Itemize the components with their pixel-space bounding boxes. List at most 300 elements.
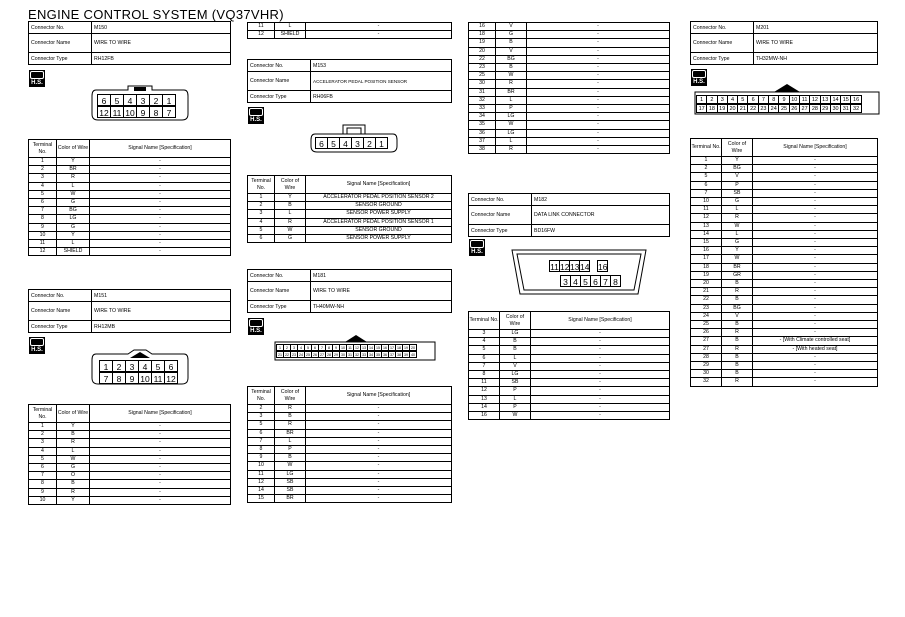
pin-label: 11 <box>151 372 165 384</box>
terminal-no-cell: 33 <box>469 105 496 113</box>
table-row <box>469 354 670 362</box>
pin-label: 34 <box>369 353 373 357</box>
m151-connector-name: WIRE TO WIRE <box>92 302 231 321</box>
signal-name-cell: - <box>527 105 670 113</box>
signal-name-cell: - <box>306 487 452 495</box>
terminal-no-cell: 5 <box>248 226 275 234</box>
wire-color-cell: R <box>496 146 527 154</box>
wire-color-cell: W <box>500 412 531 420</box>
wire-color-cell: LG <box>57 215 90 223</box>
table-row <box>248 487 452 495</box>
signal-name-cell: - <box>306 31 452 39</box>
m181-connector-name: WIRE TO WIRE <box>311 282 452 301</box>
signal-name-cell: - <box>753 312 878 320</box>
m150-pins-top <box>98 94 176 106</box>
table-row <box>691 370 878 378</box>
wire-color-cell: BR <box>722 263 753 271</box>
m201-connector-name: WIRE TO WIRE <box>754 34 878 53</box>
hs-icon: H.S. <box>29 70 45 87</box>
wire-color-cell: V <box>496 47 527 55</box>
pin-label: 14 <box>580 262 590 272</box>
terminal-no-cell: 19 <box>691 271 722 279</box>
pin-label: 20 <box>411 346 415 350</box>
pin-label: 32 <box>850 104 861 113</box>
wire-color-cell: R <box>496 80 527 88</box>
signal-name-cell: - <box>90 182 231 190</box>
table-row <box>691 189 878 197</box>
table-row <box>691 280 878 288</box>
wire-color-cell: L <box>500 354 531 362</box>
pin-label: 9 <box>125 372 139 384</box>
terminal-no-cell: 1 <box>29 423 57 431</box>
table-row <box>469 31 670 39</box>
wire-color-cell: W <box>57 190 90 198</box>
pin-label: 26 <box>789 104 800 113</box>
pin-label: 6 <box>97 94 111 106</box>
table-row <box>469 55 670 63</box>
table-row <box>469 113 670 121</box>
table-row <box>29 231 231 239</box>
signal-name-cell: - <box>753 247 878 255</box>
signal-name-cell: - <box>527 96 670 104</box>
pin-label: 10 <box>123 106 137 118</box>
signal-name-cell: - <box>527 121 670 129</box>
terminal-no-cell: 27 <box>691 337 722 345</box>
signal-name-cell: - <box>90 496 231 504</box>
pin-label: 19 <box>717 104 728 113</box>
wire-color-cell: R <box>275 405 306 413</box>
table-row <box>469 80 670 88</box>
wire-color-cell: BR <box>275 495 306 503</box>
signal-name-cell: - <box>527 146 670 154</box>
signal-name-cell: - <box>306 470 452 478</box>
pin-label: 10 <box>138 372 152 384</box>
table-row <box>469 72 670 80</box>
terminal-no-cell: 6 <box>29 464 57 472</box>
pin-label: 9 <box>332 344 340 351</box>
pin-label: 7 <box>99 372 113 384</box>
signal-name-cell: - <box>527 23 670 31</box>
wire-color-cell: V <box>500 362 531 370</box>
terminal-no-cell: 2 <box>29 166 57 174</box>
wire-color-cell: B <box>500 346 531 354</box>
m182-connector-diagram <box>510 248 648 296</box>
terminal-no-cell: 18 <box>469 31 496 39</box>
signal-name-cell: - <box>90 199 231 207</box>
table-row <box>691 222 878 230</box>
terminal-no-cell: 19 <box>469 39 496 47</box>
pin-label: 8 <box>610 275 621 287</box>
terminal-no-cell: 25 <box>469 72 496 80</box>
wire-color-cell: W <box>722 222 753 230</box>
wire-color-cell: Y <box>722 247 753 255</box>
signal-name-cell: - <box>753 370 878 378</box>
terminal-no-cell: 11 <box>691 206 722 214</box>
table-row <box>29 207 231 215</box>
signal-name-cell: - <box>753 280 878 288</box>
pin-label: 12 <box>809 95 820 104</box>
signal-name-cell: - <box>527 64 670 72</box>
hs-icon: H.S. <box>248 107 264 124</box>
pin-label: 8 <box>768 95 779 104</box>
pin-label: 6 <box>590 275 601 287</box>
pin-label: 23 <box>292 353 296 357</box>
pin-label: 12 <box>97 106 111 118</box>
table-row <box>29 248 231 256</box>
table-row <box>691 198 878 206</box>
signal-name-cell: - <box>753 173 878 181</box>
pin-label: 3 <box>560 275 571 287</box>
wire-color-cell: G <box>722 198 753 206</box>
signal-name-cell: - <box>753 271 878 279</box>
wire-color-cell: Y <box>57 496 90 504</box>
table-row <box>248 235 452 243</box>
signal-name-cell: - <box>531 338 670 346</box>
terminal-no-cell: 32 <box>691 378 722 386</box>
signal-name-cell: - <box>90 472 231 480</box>
table-row <box>691 165 878 173</box>
wire-color-cell: R <box>722 378 753 386</box>
signal-name-cell: - <box>753 165 878 173</box>
signal-name-cell: - <box>90 190 231 198</box>
m150-info-table: Connector No. M150 Connector Name WIRE TO WIRE Connector Type RH12FB <box>28 21 231 65</box>
wire-color-cell: BR <box>57 166 90 174</box>
terminal-no-cell: 7 <box>29 472 57 480</box>
terminal-no-cell: 13 <box>691 222 722 230</box>
table-row <box>691 288 878 296</box>
wire-color-cell: P <box>496 105 527 113</box>
wire-color-cell: Y <box>722 157 753 165</box>
terminal-no-cell: 5 <box>248 421 275 429</box>
table-row <box>29 423 231 431</box>
terminal-no-cell: 12 <box>469 387 500 395</box>
table-row <box>691 173 878 181</box>
terminal-no-cell: 3 <box>469 330 500 338</box>
terminal-no-cell: 8 <box>29 480 57 488</box>
table-row <box>691 296 878 304</box>
wire-color-cell: L <box>275 23 306 31</box>
terminal-no-cell: 2 <box>691 165 722 173</box>
signal-name-cell: - [With heated seat] <box>753 345 878 353</box>
signal-name-cell: - <box>753 353 878 361</box>
pin-label: 12 <box>560 262 570 272</box>
table-row <box>29 166 231 174</box>
pin-label: 4 <box>123 94 137 106</box>
wire-color-cell: B <box>275 202 306 210</box>
pin-label: 14 <box>830 95 841 104</box>
terminal-no-cell: 7 <box>29 207 57 215</box>
signal-name-cell: - <box>90 223 231 231</box>
signal-name-cell: - <box>753 214 878 222</box>
terminal-no-cell: 3 <box>29 439 57 447</box>
signal-name-cell: - <box>753 263 878 271</box>
table-row <box>29 182 231 190</box>
m182-terminal-table: Terminal No. Color of Wire Signal Name [Specification] 3 LG - 4 B - 5 B - 6 L - 7 V - 8 LG - 11 SB - 12 P - 13 L - 14 P - 16 W - <box>468 311 670 420</box>
pin-label: 2 <box>149 94 163 106</box>
signal-name-cell: - <box>90 480 231 488</box>
table-row <box>248 202 452 210</box>
pin-label: 8 <box>325 344 333 351</box>
table-row <box>248 413 452 421</box>
table-row <box>29 472 231 480</box>
signal-name-cell: - <box>753 378 878 386</box>
table-row <box>469 96 670 104</box>
m151-info-table: Connector No. M151 Connector Name WIRE TO WIRE Connector Type RH12MB <box>28 289 231 333</box>
wire-color-cell: SB <box>275 478 306 486</box>
signal-name-cell: - <box>753 362 878 370</box>
wire-color-cell: P <box>500 387 531 395</box>
table-row <box>29 496 231 504</box>
terminal-no-cell: 2 <box>248 202 275 210</box>
m153-info-table: Connector No. M153 Connector Name ACCELERATOR PEDAL POSITION SENSOR Connector Type RH06FB <box>247 59 452 103</box>
table-row <box>29 431 231 439</box>
wire-color-cell: B <box>722 280 753 288</box>
terminal-no-cell: 30 <box>469 80 496 88</box>
signal-name-cell: - <box>531 387 670 395</box>
signal-name-cell: - <box>90 447 231 455</box>
wire-color-cell: L <box>496 137 527 145</box>
wire-color-cell: BG <box>57 207 90 215</box>
table-row <box>248 454 452 462</box>
signal-name-cell: - <box>306 478 452 486</box>
signal-name-cell: - <box>90 248 231 256</box>
table-row <box>248 478 452 486</box>
pin-label: 3 <box>717 95 728 104</box>
m151-connector-type: RH12MB <box>92 321 231 333</box>
wire-color-cell: B <box>500 338 531 346</box>
pin-label: 16 <box>383 346 387 350</box>
signal-name-cell: - <box>306 437 452 445</box>
pin-label: 13 <box>570 262 580 272</box>
pin-label: 22 <box>285 353 289 357</box>
terminal-no-cell: 11 <box>29 240 57 248</box>
signal-name-cell: - <box>90 240 231 248</box>
wire-color-cell: W <box>275 226 306 234</box>
page-title: ENGINE CONTROL SYSTEM (VQ37VHR) <box>28 7 284 22</box>
table-row <box>469 121 670 129</box>
table-row <box>691 181 878 189</box>
pin-label: 37 <box>390 353 394 357</box>
signal-name-cell: - <box>527 137 670 145</box>
signal-name-cell: - <box>531 362 670 370</box>
terminal-no-cell: 4 <box>248 218 275 226</box>
signal-name-cell: - <box>531 395 670 403</box>
pin-label: 30 <box>830 104 841 113</box>
terminal-no-cell: 5 <box>691 173 722 181</box>
pin-label: 10 <box>341 346 345 350</box>
wire-color-cell: R <box>722 288 753 296</box>
pin-label: 13 <box>820 95 831 104</box>
terminal-no-cell: 16 <box>469 23 496 31</box>
wire-color-cell: V <box>496 23 527 31</box>
wire-color-cell: L <box>275 210 306 218</box>
wire-color-cell: G <box>57 464 90 472</box>
pin-label: 3 <box>136 94 150 106</box>
wire-color-cell: GR <box>722 271 753 279</box>
table-row <box>29 447 231 455</box>
terminal-no-cell: 15 <box>691 239 722 247</box>
terminal-no-cell: 23 <box>469 64 496 72</box>
table-row <box>469 395 670 403</box>
table-row <box>691 353 878 361</box>
wire-color-cell: R <box>57 488 90 496</box>
terminal-no-cell: 1 <box>248 194 275 202</box>
m201-connector-type: TH32MW-NH <box>754 53 878 65</box>
terminal-no-cell: 12 <box>691 214 722 222</box>
wire-color-cell: G <box>496 31 527 39</box>
m150-connector-name: WIRE TO WIRE <box>92 34 231 53</box>
signal-name-cell: - <box>753 296 878 304</box>
wire-color-cell: SB <box>275 487 306 495</box>
pin-label: 27 <box>320 353 324 357</box>
pin-label: 5 <box>304 344 312 351</box>
terminal-no-cell: 29 <box>691 362 722 370</box>
m201-pins-top <box>697 95 862 104</box>
signal-name-cell: - <box>306 405 452 413</box>
signal-name-cell: - <box>306 23 452 31</box>
wire-color-cell: B <box>496 39 527 47</box>
pin-label: 16 <box>598 262 608 272</box>
terminal-no-cell: 6 <box>29 199 57 207</box>
pin-label: 29 <box>334 353 338 357</box>
terminal-no-cell: 6 <box>691 181 722 189</box>
pin-label: 11 <box>110 106 124 118</box>
wire-color-cell: BG <box>722 304 753 312</box>
pin-label: 5 <box>151 360 165 372</box>
terminal-no-cell: 12 <box>248 478 275 486</box>
table-row <box>469 362 670 370</box>
wire-color-cell: Y <box>57 158 90 166</box>
m150-pins-bottom <box>98 106 176 118</box>
terminal-no-cell: 11 <box>469 379 500 387</box>
pin-label: 18 <box>397 346 401 350</box>
wire-color-cell: B <box>57 480 90 488</box>
terminal-no-cell: 10 <box>691 198 722 206</box>
m182-connector-type: BD16FW <box>532 225 670 237</box>
wire-color-cell: P <box>275 446 306 454</box>
table-row <box>248 405 452 413</box>
wire-color-cell: G <box>57 223 90 231</box>
signal-name-cell: - <box>306 462 452 470</box>
table-row <box>29 223 231 231</box>
terminal-no-cell: 3 <box>248 413 275 421</box>
wire-color-cell: L <box>57 182 90 190</box>
signal-name-cell: - <box>90 439 231 447</box>
wire-color-cell: G <box>275 235 306 243</box>
terminal-no-cell: 2 <box>29 431 57 439</box>
table-row <box>29 190 231 198</box>
terminal-no-cell: 28 <box>691 353 722 361</box>
wire-color-cell: B <box>722 370 753 378</box>
table-row <box>691 230 878 238</box>
pin-label: 2 <box>283 344 291 351</box>
wire-color-cell: B <box>722 337 753 345</box>
table-row <box>691 206 878 214</box>
signal-name-cell: - <box>753 157 878 165</box>
terminal-no-cell: 8 <box>469 371 500 379</box>
wire-color-cell: G <box>722 239 753 247</box>
m151-pins-bottom <box>100 372 178 384</box>
pin-label: 17 <box>696 104 707 113</box>
signal-name-cell: - <box>753 288 878 296</box>
table-row <box>469 338 670 346</box>
pin-label: 3 <box>351 137 364 149</box>
table-row <box>29 488 231 496</box>
m153-terminal-table: Terminal No. Color of Wire Signal Name [Specification] 1 Y ACCELERATOR PEDAL POSITION SENSOR 2 2 B SENSOR GROUND 3 L SENSOR POWER SUPPLY 4 R ACCELERATOR PEDAL POSITION SENSOR 1 5 W SENSOR GROUND 6 G SENSOR POWER SUPPLY <box>247 175 452 243</box>
m150-connector-diagram <box>90 86 190 122</box>
signal-name-cell: - <box>527 31 670 39</box>
m153-connector-no: M153 <box>311 60 452 72</box>
terminal-no-cell: 9 <box>248 454 275 462</box>
wire-color-cell: BR <box>275 429 306 437</box>
signal-name-cell: - <box>90 215 231 223</box>
signal-name-cell: - <box>90 158 231 166</box>
pin-label: 19 <box>404 346 408 350</box>
signal-name-cell: - <box>531 371 670 379</box>
wire-color-cell: SB <box>722 189 753 197</box>
pin-label: 17 <box>390 346 394 350</box>
hs-icon: H.S. <box>469 239 485 256</box>
signal-name-cell: - <box>527 80 670 88</box>
terminal-no-cell: 14 <box>248 487 275 495</box>
table-row <box>691 337 878 345</box>
pin-label: 4 <box>339 137 352 149</box>
terminal-no-cell: 37 <box>469 137 496 145</box>
pin-label: 2 <box>706 95 717 104</box>
wire-color-cell: B <box>722 362 753 370</box>
wire-color-cell: B <box>722 296 753 304</box>
signal-name-cell: - <box>306 413 452 421</box>
table-row <box>469 23 670 31</box>
m153-connector-diagram <box>309 122 399 154</box>
signal-name-cell: - <box>531 403 670 411</box>
wire-color-cell: V <box>722 173 753 181</box>
signal-name-cell: - <box>527 88 670 96</box>
hs-icon: H.S. <box>691 69 707 86</box>
terminal-no-cell: 10 <box>29 496 57 504</box>
table-row <box>248 446 452 454</box>
m151-connector-diagram <box>90 350 190 386</box>
signal-name-cell: - <box>90 231 231 239</box>
wire-color-cell: B <box>57 431 90 439</box>
signal-name-cell: - <box>531 330 670 338</box>
table-row <box>469 129 670 137</box>
pin-label: 26 <box>313 353 317 357</box>
table-row <box>469 346 670 354</box>
pin-label: 9 <box>136 106 150 118</box>
pin-label: 32 <box>355 353 359 357</box>
wire-color-cell: L <box>275 437 306 445</box>
signal-name-cell: - <box>753 206 878 214</box>
terminal-no-cell: 11 <box>248 23 275 31</box>
terminal-no-cell: 27 <box>691 345 722 353</box>
pin-label: 23 <box>758 104 769 113</box>
pin-label: 5 <box>580 275 591 287</box>
pin-label: 31 <box>348 353 352 357</box>
pin-label: 6 <box>315 137 328 149</box>
signal-name-cell: - <box>753 230 878 238</box>
table-row <box>691 362 878 370</box>
signal-name-cell: - <box>531 412 670 420</box>
wire-color-cell: SB <box>500 379 531 387</box>
terminal-no-cell: 20 <box>691 280 722 288</box>
pin-label: 40 <box>411 353 415 357</box>
pin-label: 20 <box>727 104 738 113</box>
terminal-no-cell: 20 <box>469 47 496 55</box>
wire-color-cell: R <box>722 329 753 337</box>
terminal-no-cell: 22 <box>469 55 496 63</box>
pin-label: 25 <box>778 104 789 113</box>
